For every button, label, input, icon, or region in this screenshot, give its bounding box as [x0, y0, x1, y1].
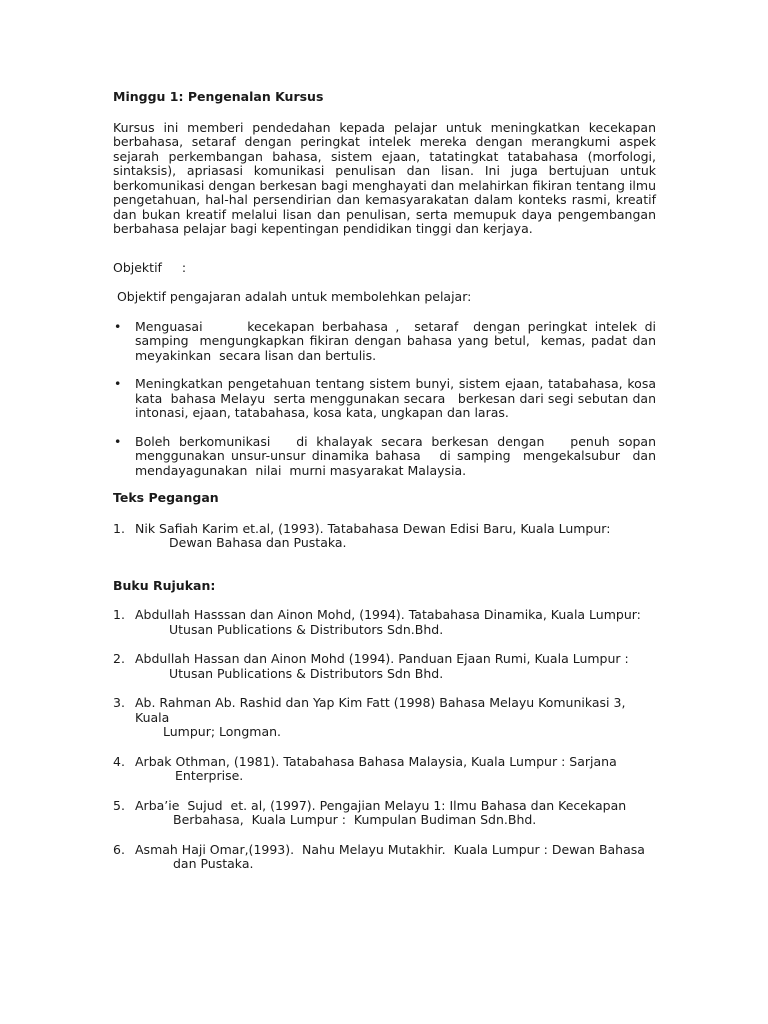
reference-line: Ab. Rahman Ab. Rashid dan Yap Kim Fatt (1998) Bahasa Melayu Komunikasi 3, Kuala — [135, 695, 626, 725]
reference-continuation: Dewan Bahasa dan Pustaka. — [169, 535, 347, 550]
list-item — [113, 843, 656, 872]
bullet-icon: • — [114, 376, 122, 391]
reference-continuation: Berbahasa, Kuala Lumpur : Kumpulan Budiman Sdn.Bhd. — [173, 812, 537, 827]
reference-continuation: Enterprise. — [175, 768, 244, 783]
objective-text: Boleh berkomunikasi di khalayak secara berkesan dengan penuh sopan menggunakan unsur-unsur dinamika bahasa di samping mengekalsubur dan mendayagunakan nilai murni masyarakat Malaysia. — [135, 433, 660, 478]
objektif-label: Objektif : — [113, 259, 187, 275]
list-item — [113, 522, 656, 551]
list-item — [113, 318, 660, 364]
list-number: 3. — [113, 695, 125, 710]
list-number: 4. — [113, 753, 125, 769]
reference-line: Abdullah Hasssan dan Ainon Mohd, (1994). Tatabahasa Dinamika, Kuala Lumpur: — [135, 607, 641, 622]
teks-pegangan-list — [113, 522, 656, 551]
list-item — [113, 433, 660, 479]
list-number: 2. — [113, 651, 125, 666]
objective-text: Menguasai kecekapan berbahasa , setaraf dengan peringkat intelek di samping mengungkapkan fikiran dengan bahasa yang betul, kemas, padat dan meyakinkan secara lisan dan bertulis. — [135, 318, 660, 363]
teks-pegangan-heading: Teks Pegangan — [113, 490, 219, 505]
reference-line: Arbak Othman, (1981). Tatabahasa Bahasa Malaysia, Kuala Lumpur : Sarjana — [135, 753, 617, 769]
reference-line: Nik Safiah Karim et.al, (1993). Tatabahasa Dewan Edisi Baru, Kuala Lumpur: — [135, 520, 611, 536]
list-item — [113, 376, 660, 421]
list-item — [113, 755, 656, 784]
buku-rujukan-heading: Buku Rujukan: — [113, 577, 216, 593]
list-number: 5. — [113, 797, 125, 813]
list-number: 1. — [113, 607, 125, 622]
list-item — [113, 608, 656, 637]
reference-continuation: dan Pustaka. — [173, 856, 254, 871]
intro-paragraph: Kursus ini memberi pendedahan kepada pelajar untuk meningkatkan kecekapan berbahasa, setaraf dengan peringkat intelek mereka dengan merangkumi aspek sejarah perkembangan bahasa, sistem ejaan, tatatingkat tatabahasa (morfologi, sintaksis), apriasasi komunikasi penulisan dan lisan. Ini juga bertujuan untuk berkomunikasi dengan berkesan bagi menghayati dan melahirkan fikiran tentang ilmu pengetahuan, hal-hal persendirian dan kemasyarakatan dalam konteks rasmi, kreatif dan bukan kreatif melalui lisan dan penulisan, serta memupuk daya pengembangan berbahasa pelajar bagi kepentingan pendidikan tinggi dan kerjaya. — [113, 119, 656, 236]
objectives-list — [113, 318, 660, 479]
reference-continuation: Lumpur; Longman. — [163, 724, 282, 739]
bullet-icon: • — [114, 433, 122, 449]
buku-rujukan-list — [113, 608, 656, 872]
reference-line: Arba’ie Sujud et. al, (1997). Pengajian Melayu 1: Ilmu Bahasa dan Kecekapan — [135, 797, 627, 813]
objective-text: Meningkatkan pengetahuan tentang sistem bunyi, sistem ejaan, tatabahasa, kosa kata bahasa Melayu serta menggunakan secara berkesan dari segi sebutan dan intonasi, ejaan, tatabahasa, kosa kata, ungkapan dan laras. — [135, 376, 660, 420]
objektif-intro: Objektif pengajaran adalah untuk membolehkan pelajar: — [113, 289, 472, 304]
document-content — [113, 89, 660, 872]
list-number: 6. — [113, 841, 125, 857]
reference-continuation: Utusan Publications & Distributors Sdn Bhd. — [169, 665, 444, 681]
reference-line: Abdullah Hassan dan Ainon Mohd (1994). Panduan Ejaan Rumi, Kuala Lumpur : — [135, 651, 629, 666]
list-item — [113, 799, 656, 828]
list-item — [113, 652, 656, 681]
reference-continuation: Utusan Publications & Distributors Sdn.Bhd. — [169, 621, 444, 637]
bullet-icon: • — [114, 318, 122, 334]
list-number: 1. — [113, 520, 125, 536]
reference-line: Asmah Haji Omar,(1993). Nahu Melayu Mutakhir. Kuala Lumpur : Dewan Bahasa — [135, 841, 645, 857]
page-title: Minggu 1: Pengenalan Kursus — [113, 89, 324, 104]
list-item — [113, 696, 656, 740]
